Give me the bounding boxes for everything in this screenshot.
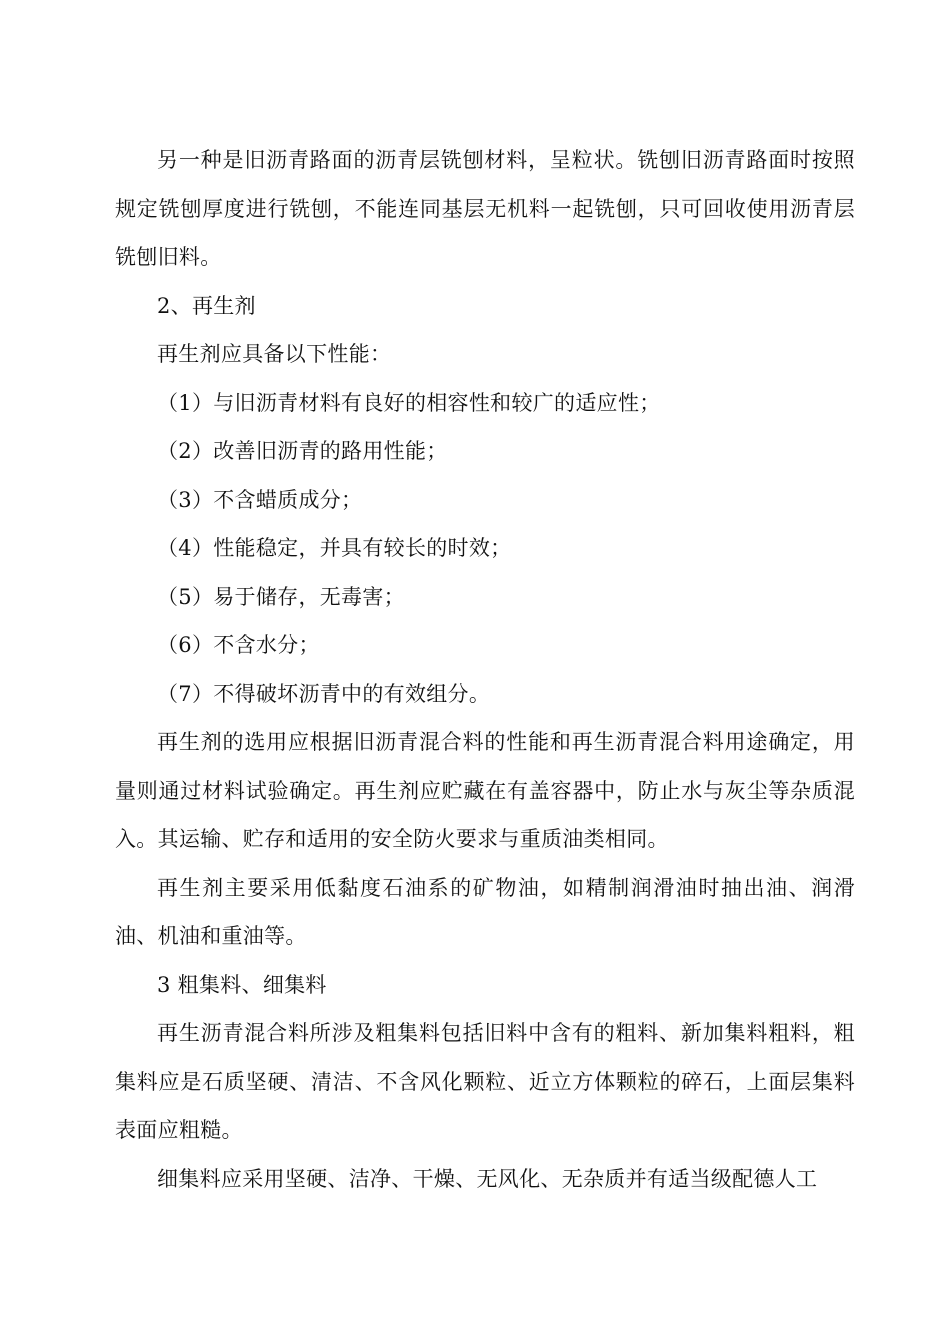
list-item: （1）与旧沥青材料有良好的相容性和较广的适应性； xyxy=(157,390,661,415)
list-item: （4）性能稳定，并具有较长的时效； xyxy=(157,536,512,560)
paragraph-rejuvenator-types: 再生剂主要采用低黏度石油系的矿物油，如精制润滑油时抽出油、润滑油、机油和重油等。 xyxy=(115,875,855,948)
section-heading-aggregates: 3 粗集料、细集料 xyxy=(157,972,327,997)
paragraph-rejuvenator-intro: 再生剂应具备以下性能： xyxy=(157,342,392,366)
section-heading-rejuvenator: 2、再生剂 xyxy=(157,293,256,318)
list-item: （7）不得破坏沥青中的有效组分。 xyxy=(157,681,491,706)
document-body xyxy=(115,136,855,1203)
list-item: （5）易于储存，无毒害； xyxy=(157,584,405,609)
list-item: （6）不含水分； xyxy=(157,633,320,657)
list-item: （3）不含蜡质成分； xyxy=(157,487,363,512)
paragraph-rejuvenator-selection: 再生剂的选用应根据旧沥青混合料的性能和再生沥青混合料用途确定，用量则通过材料试验确定。再生剂应贮藏在有盖容器中，防止水与灰尘等杂质混入。其运输、贮存和适用的安全防火要求与重质油类相同。 xyxy=(115,730,855,851)
paragraph-rap-milling: 另一种是旧沥青路面的沥青层铣刨材料，呈粒状。铣刨旧沥青路面时按照规定铣刨厚度进行铣刨，不能连同基层无机料一起铣刨，只可回收使用沥青层铣刨旧料。 xyxy=(115,148,855,269)
list-item: （2）改善旧沥青的路用性能； xyxy=(157,439,448,463)
paragraph-coarse-aggregate: 再生沥青混合料所涉及粗集料包括旧料中含有的粗料、新加集料粗料，粗集料应是石质坚硬、清洁、不含风化颗粒、近立方体颗粒的碎石，上面层集料表面应粗糙。 xyxy=(115,1021,855,1142)
paragraph-fine-aggregate: 细集料应采用坚硬、洁净、干燥、无风化、无杂质并有适当级配德人工 xyxy=(157,1166,818,1191)
